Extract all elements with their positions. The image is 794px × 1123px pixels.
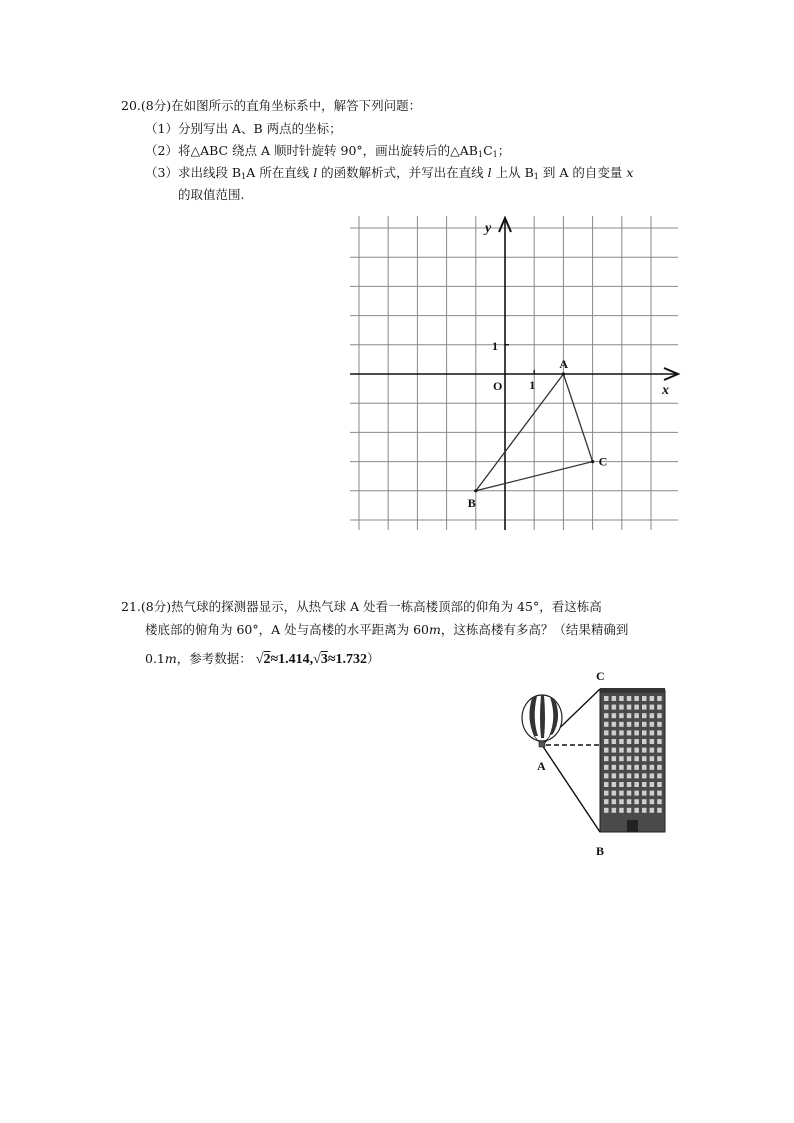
building-window: [627, 808, 632, 813]
sqrt3-expression: √3≈1.732: [313, 652, 367, 667]
building-window: [619, 765, 624, 770]
building-window: [634, 722, 639, 727]
building-window: [619, 791, 624, 796]
coordinate-grid-figure: [340, 208, 685, 538]
building-window: [627, 773, 632, 778]
point-c-label: C: [598, 454, 608, 469]
q20-part3-text-c: 的函数解析式，并写出在直线: [317, 165, 488, 180]
sqrt2-expression: √2≈1.414,: [255, 652, 314, 667]
building-window: [642, 765, 647, 770]
q20-score: (8分): [140, 98, 172, 113]
building-window: [650, 748, 655, 753]
building-window: [634, 765, 639, 770]
building: [600, 690, 665, 832]
q21-line2: [145, 621, 628, 639]
q20-stem: 在如图所示的直角坐标系中，解答下列问题：: [171, 98, 422, 113]
grid-lines: [350, 216, 678, 530]
building-window: [634, 791, 639, 796]
point-c-label: C: [596, 669, 605, 683]
building-window: [612, 696, 617, 701]
building-window: [657, 748, 662, 753]
building-window: [627, 765, 632, 770]
building-window: [604, 722, 609, 727]
building-window: [612, 748, 617, 753]
building-window: [634, 782, 639, 787]
y-unit-label: 1: [492, 338, 498, 353]
building-window: [642, 722, 647, 727]
building-window: [604, 730, 609, 735]
building-window: [627, 748, 632, 753]
q21-number: 21.: [121, 599, 141, 614]
building-window: [619, 696, 624, 701]
building-window: [619, 705, 624, 710]
q20-part3-text-d: 上从 B: [491, 165, 534, 180]
q20-part2-text-b: C: [483, 143, 493, 158]
building-window: [612, 791, 617, 796]
building-window: [642, 799, 647, 804]
q21-score: (8分): [140, 599, 172, 614]
building-window: [650, 713, 655, 718]
building-roof: [600, 688, 665, 693]
q20-part3: [145, 164, 633, 186]
building-window: [604, 713, 609, 718]
building-window: [604, 808, 609, 813]
building-window: [604, 748, 609, 753]
q20-part2-text-c: ；: [497, 143, 511, 158]
building-window: [604, 696, 609, 701]
building-window: [627, 739, 632, 744]
q20-number: 20.: [121, 98, 141, 113]
building-window: [657, 808, 662, 813]
building-window: [627, 799, 632, 804]
building-window: [604, 773, 609, 778]
building-window: [642, 808, 647, 813]
building-window: [642, 782, 647, 787]
building-window: [612, 765, 617, 770]
building-window: [627, 705, 632, 710]
building-window: [604, 791, 609, 796]
building-window: [619, 773, 624, 778]
q20-part1: [145, 120, 342, 138]
q21-line3-unit: m: [164, 651, 177, 666]
building-window: [619, 713, 624, 718]
building-window: [612, 722, 617, 727]
y-axis-label: y: [485, 221, 492, 236]
building-window: [650, 730, 655, 735]
point-b-label: B: [596, 844, 605, 858]
building-window: [642, 713, 647, 718]
building-window: [657, 799, 662, 804]
building-window: [612, 739, 617, 744]
building-window: [604, 799, 609, 804]
q21-line2-text-b: ，这栋高楼有多高？（结果精确到: [440, 622, 629, 637]
building-window: [657, 722, 662, 727]
q20-part3-l2: l: [487, 165, 492, 180]
line-a-to-b: [542, 745, 600, 832]
q20-part3-x: x: [626, 165, 634, 180]
building-window: [627, 782, 632, 787]
q20-part2-sub1: 1: [477, 150, 484, 159]
building-window: [612, 705, 617, 710]
building-window: [612, 730, 617, 735]
q20-part3-text-e: 到 A 的自变量: [538, 165, 627, 180]
building-window: [642, 791, 647, 796]
building-window: [634, 748, 639, 753]
sqrt3-radicand: 3: [320, 652, 328, 667]
building-window: [642, 756, 647, 761]
q21-line2-text-a: 楼底部的俯角为 60°，A 处与高楼的水平距离为 60: [145, 622, 430, 637]
building-window: [657, 782, 662, 787]
building-window: [627, 722, 632, 727]
vertex-point: [474, 489, 477, 492]
building-window: [657, 773, 662, 778]
building-window: [634, 808, 639, 813]
building-window: [657, 696, 662, 701]
building-window: [650, 808, 655, 813]
building-window: [627, 730, 632, 735]
building-window: [642, 696, 647, 701]
building-window: [650, 799, 655, 804]
building-window: [627, 791, 632, 796]
building-window: [619, 799, 624, 804]
building-window: [627, 713, 632, 718]
building-window: [619, 730, 624, 735]
building-window: [634, 739, 639, 744]
q20-part1-text: （1）分别写出 A、B 两点的坐标；: [145, 121, 342, 136]
building-window: [634, 730, 639, 735]
building-window: [634, 696, 639, 701]
building-window: [650, 696, 655, 701]
balloon-building-figure: [510, 660, 680, 860]
building-window: [604, 739, 609, 744]
building-window: [657, 705, 662, 710]
q20-part3-cont-text: 的取值范围.: [178, 187, 245, 202]
building-window: [634, 705, 639, 710]
building-window: [604, 782, 609, 787]
q21-line3: [145, 650, 380, 669]
building-window: [657, 756, 662, 761]
building-window: [642, 739, 647, 744]
building-window: [650, 791, 655, 796]
building-window: [604, 756, 609, 761]
building-window: [657, 765, 662, 770]
q20-part3-sub2: 1: [533, 172, 539, 181]
building-window: [634, 756, 639, 761]
building-window: [650, 765, 655, 770]
building-window: [612, 773, 617, 778]
building-window: [657, 739, 662, 744]
x-axis-label: x: [662, 383, 669, 398]
building-window: [650, 782, 655, 787]
q20-part3-text-a: （3）求出线段 B: [145, 165, 242, 180]
building-window: [650, 773, 655, 778]
point-a-label: A: [559, 357, 569, 371]
building-window: [657, 791, 662, 796]
building-window: [642, 748, 647, 753]
building-window: [604, 765, 609, 770]
q21-line3-end: ）: [367, 651, 380, 666]
vertex-point: [591, 460, 594, 463]
building-window: [642, 773, 647, 778]
building-window: [612, 808, 617, 813]
sqrt2-radicand: 2: [263, 652, 271, 667]
sqrt2-approx: ≈1.414,: [270, 652, 314, 667]
sqrt3-approx: ≈1.732: [327, 652, 367, 667]
building-window: [634, 773, 639, 778]
building-window: [612, 799, 617, 804]
building-window: [650, 739, 655, 744]
building-window: [650, 722, 655, 727]
vertex-point: [562, 372, 565, 375]
origin-label: O: [493, 379, 503, 393]
building-window: [619, 748, 624, 753]
q20-part2-text-a: （2）将△ABC 绕点 A 顺时针旋转 90°，画出旋转后的△AB: [145, 143, 478, 158]
q21-line3-text-a: 0.1: [145, 651, 165, 666]
building-window: [619, 808, 624, 813]
hot-air-balloon: [522, 695, 562, 747]
x-unit-label: 1: [529, 378, 536, 392]
building-window: [650, 756, 655, 761]
building-door: [627, 820, 638, 832]
building-window: [642, 730, 647, 735]
building-window: [612, 713, 617, 718]
q20-part3-text-b: A 所在直线: [246, 165, 314, 180]
point-a-label: A: [537, 759, 546, 773]
building-window: [634, 713, 639, 718]
point-b-label: B: [467, 495, 476, 510]
q21-line3-text-b: ，参考数据：: [176, 651, 252, 666]
axes: [350, 218, 678, 530]
building-window: [619, 739, 624, 744]
q21-line1-text: 热气球的探测器显示，从热气球 A 处看一栋高楼顶部的仰角为 45°，看这栋高: [171, 599, 602, 614]
q20-stem-line: [121, 97, 421, 115]
building-window: [627, 696, 632, 701]
building-window: [604, 705, 609, 710]
q20-part2-sub2: 1: [492, 150, 498, 159]
building-window: [650, 705, 655, 710]
building-window: [619, 722, 624, 727]
building-window: [612, 756, 617, 761]
building-window: [642, 705, 647, 710]
building-window: [619, 782, 624, 787]
building-window: [627, 756, 632, 761]
q21-line1: [121, 598, 602, 616]
q20-part3-sub1: 1: [241, 172, 247, 181]
q20-part3-cont: [178, 186, 244, 204]
building-window: [612, 782, 617, 787]
q21-line2-unit: m: [429, 622, 441, 637]
building-window: [619, 756, 624, 761]
building-window: [657, 730, 662, 735]
building-window: [657, 713, 662, 718]
q20-part3-l1: l: [313, 165, 318, 180]
building-window: [634, 799, 639, 804]
q20-part2: [145, 142, 510, 164]
